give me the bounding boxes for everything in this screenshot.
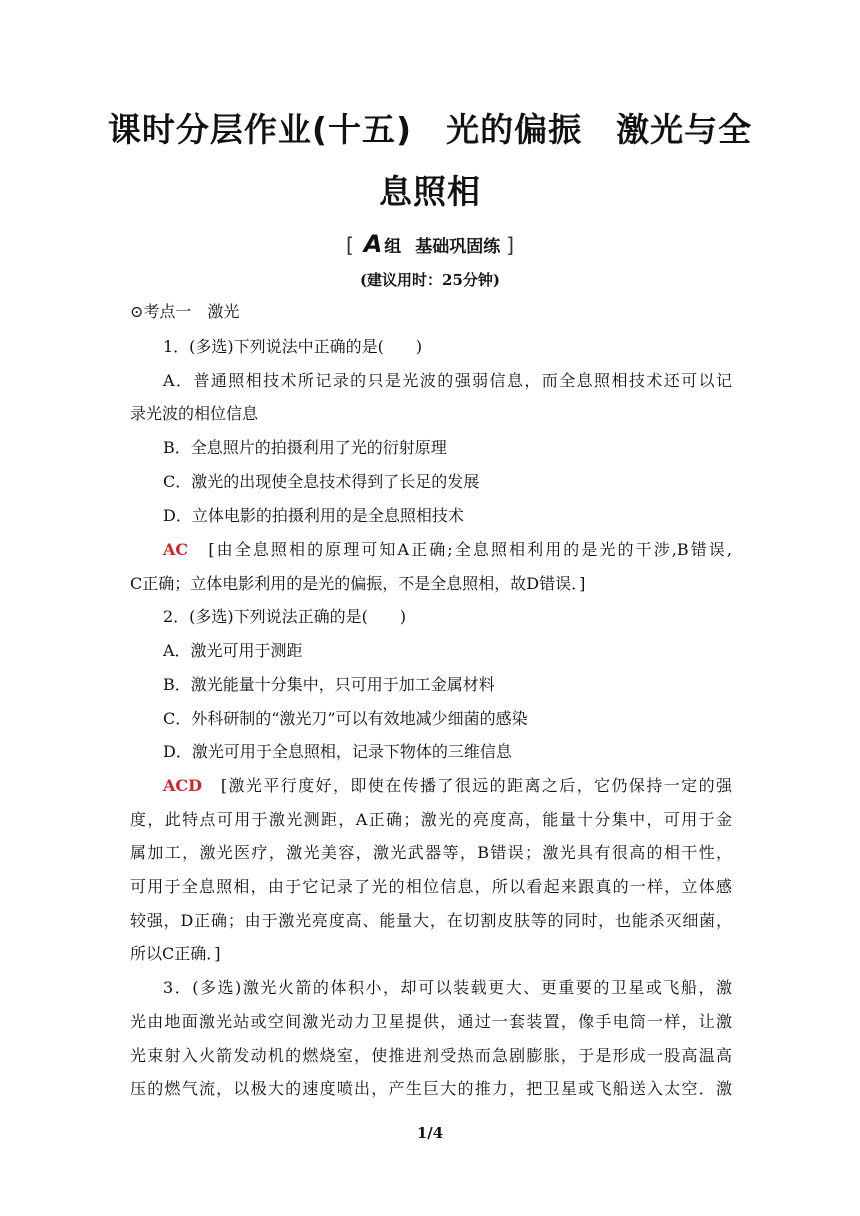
group-letter: A: [363, 230, 383, 258]
question-2-option-b: B．激光能量十分集中，只可用于加工金属材料: [163, 675, 495, 694]
question-1-option-b: B．全息照片的拍摄利用了光的衍射原理: [163, 438, 447, 457]
question-1-option-a-line-2: 录光波的相位信息: [130, 404, 259, 423]
question-2-explanation-line-1: [163, 776, 732, 796]
question-1-explanation-text: [由全息照相的原理可知A正确;全息照相利用的是光的干涉,B错误,: [208, 540, 732, 559]
section-heading: ⊙考点一 激光: [130, 302, 240, 321]
question-1-answer: AC: [163, 540, 189, 559]
question-1-option-c: C．激光的出现使全息技术得到了长足的发展: [163, 472, 480, 491]
group-close-bracket: ]: [506, 233, 515, 257]
question-1-explanation-line-1: [163, 540, 732, 560]
question-2-option-d: D．激光可用于全息照相，记录下物体的三维信息: [163, 742, 512, 761]
page-number: 1/4: [416, 1124, 444, 1142]
question-2-explanation-text: [激光平行度好，即使在传播了很远的距离之后，它仍保持一定的强: [220, 776, 732, 795]
question-2-explanation-line-3: 属加工，激光医疗，激光美容，激光武器等，B错误；激光具有很高的相干性，: [130, 843, 732, 862]
question-2-explanation-line-6: 所以C正确．]: [130, 944, 221, 963]
question-2-explanation-line-2: 度，此特点可用于激光测距，A正确；激光的亮度高，能量十分集中，可用于金: [130, 810, 732, 829]
question-3-line-2: 光由地面激光站或空间激光动力卫星提供，通过一套装置，像手电筒一样，让激: [130, 1012, 732, 1031]
question-2-stem: 2．(多选)下列说法正确的是( ): [163, 607, 407, 626]
group-open-bracket: [: [345, 233, 354, 257]
question-1-option-d: D．立体电影的拍摄利用的是全息照相技术: [163, 506, 464, 525]
question-2-option-c: C．外科研制的“激光刀”可以有效地减少细菌的感染: [163, 709, 528, 728]
question-3-line-3: 光束射入火箭发动机的燃烧室，使推进剂受热而急剧膨胀，于是形成一股高温高: [130, 1046, 732, 1065]
question-3-line-1: 3．(多选)激光火箭的体积小，却可以装载更大、更重要的卫星或飞船，激: [163, 978, 732, 997]
page-title-line-1: 课时分层作业(十五) 光的偏振 激光与全: [107, 110, 753, 149]
suggested-time: (建议用时：25分钟): [359, 271, 501, 289]
group-label: 组: [384, 237, 402, 257]
question-1-stem: 1．(多选)下列说法中正确的是( ): [163, 337, 423, 356]
question-2-explanation-line-4: 可用于全息照相，由于它记录了光的相位信息，所以看起来跟真的一样，立体感: [130, 877, 732, 896]
page-title-line-2: 息照相: [379, 172, 481, 211]
group-heading: [0, 230, 860, 258]
group-name: 基础巩固练: [415, 237, 501, 257]
question-2-option-a: A．激光可用于测距: [163, 641, 303, 660]
question-2-explanation-line-5: 较强，D正确；由于激光亮度高、能量大，在切割皮肤等的同时，也能杀灭细菌，: [130, 911, 732, 930]
question-2-answer: ACD: [163, 776, 203, 795]
question-3-line-4: 压的燃气流，以极大的速度喷出，产生巨大的推力，把卫星或飞船送入太空．激: [130, 1079, 732, 1098]
question-1-option-a-line-1: A．普通照相技术所记录的只是光波的强弱信息，而全息照相技术还可以记: [163, 371, 732, 390]
question-1-explanation-line-2: C正确；立体电影利用的是光的偏振，不是全息照相，故D错误．]: [130, 574, 586, 593]
